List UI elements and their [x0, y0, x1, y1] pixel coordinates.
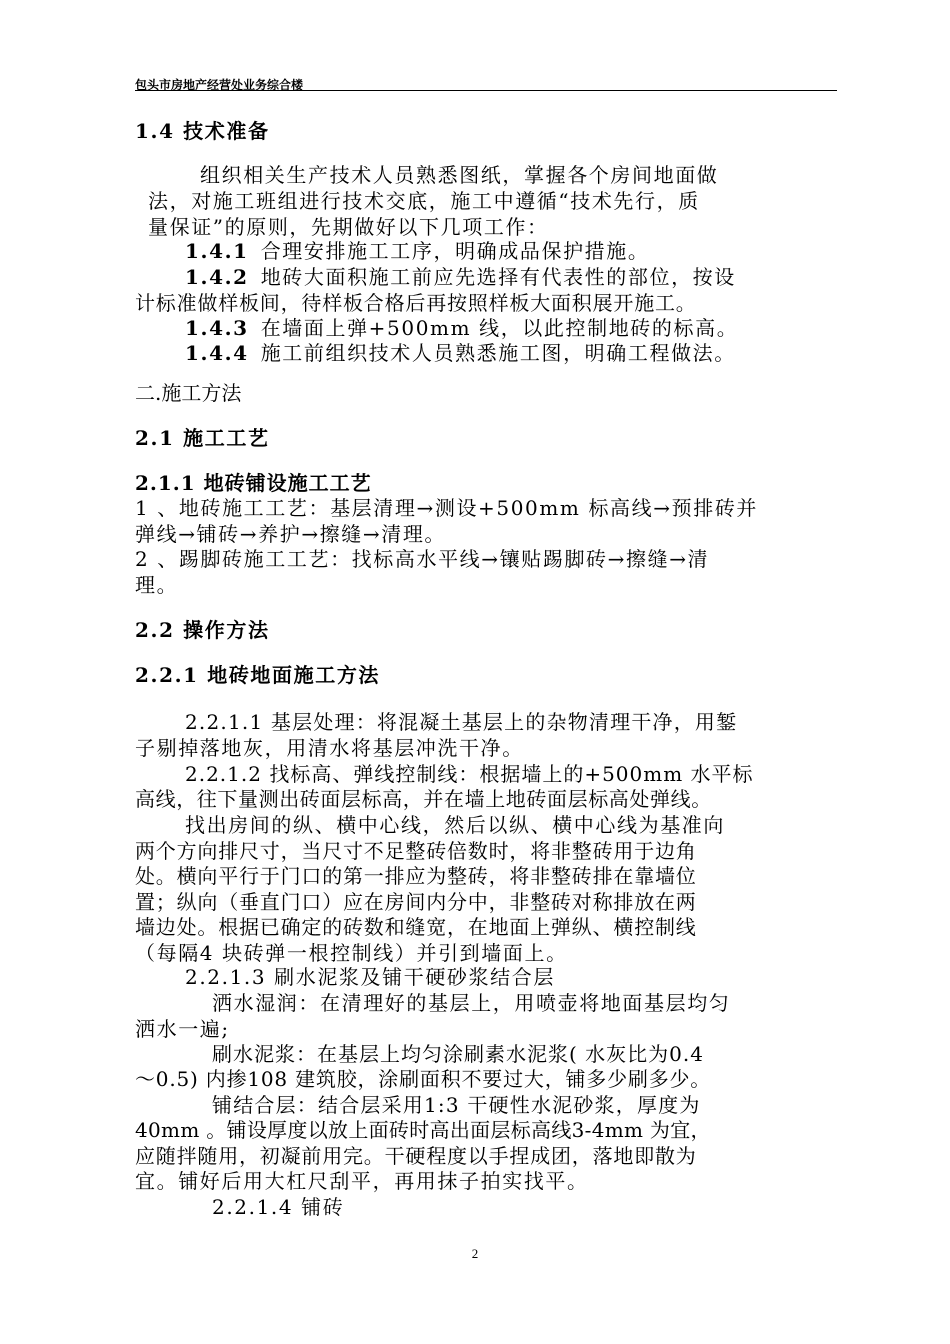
- header-rule: [135, 90, 837, 91]
- section-heading-2: 二.施工方法: [135, 381, 242, 405]
- paragraph-line: 高线，往下量测出砖面层标高，并在墙上地砖面层标高处弹线。: [135, 787, 712, 811]
- paragraph-line: 1 、地砖施工工艺：基层清理→测设+500mm 标高线→预排砖并: [135, 496, 759, 520]
- paragraph-line: 铺结合层：结合层采用1:3 干硬性水泥砂浆，厚度为: [212, 1093, 701, 1117]
- paragraph-line: 子剔掉落地灰，用清水将基层冲洗干净。: [135, 736, 524, 760]
- paragraph-line: 找出房间的纵、横中心线，然后以纵、横中心线为基准向: [185, 813, 725, 837]
- section-heading-2-1: 2.1 施工工艺: [135, 426, 270, 450]
- paragraph-line: 应随拌随用，初凝前用完。干硬程度以手捏成团，落地即散为: [135, 1144, 697, 1168]
- paragraph-line: 40mm 。铺设厚度以放上面砖时高出面层标高线3-4mm 为宜，: [135, 1118, 711, 1142]
- paragraph-line: 两个方向排尺寸，当尺寸不足整砖倍数时，将非整砖用于边角: [135, 839, 697, 863]
- paragraph-line: 墙边处。根据已确定的砖数和缝宽，在地面上弹纵、横控制线: [135, 915, 697, 939]
- paragraph-line: 量保证”的原则，先期做好以下几项工作：: [148, 215, 549, 239]
- section-heading-2-2: 2.2 操作方法: [135, 618, 270, 642]
- paragraph-line: 2 、踢脚砖施工工艺：找标高水平线→镶贴踢脚砖→擦缝→清: [135, 547, 710, 571]
- list-item-1-4-2: 1.4.2 地砖大面积施工前应先选择有代表性的部位，按设: [185, 265, 736, 289]
- running-header: 包头市房地产经营处业务综合楼: [135, 78, 304, 92]
- list-item-1-4-3: 1.4.3 在墙面上弹+500mm 线，以此控制地砖的标高。: [185, 316, 739, 340]
- paragraph-line: 置；纵向（垂直门口）应在房间内分中，非整砖对称排放在两: [135, 890, 697, 914]
- paragraph-line: 2.2.1.3 刷水泥浆及铺干硬砂浆结合层: [185, 965, 555, 989]
- paragraph-line: 计标准做样板间，待样板合格后再按照样板大面积展开施工。: [135, 291, 697, 315]
- paragraph-line: 洒水湿润：在清理好的基层上，用喷壶将地面基层均匀: [212, 991, 731, 1015]
- paragraph-line: 处。横向平行于门口的第一排应为整砖，将非整砖排在靠墙位: [135, 864, 697, 888]
- page-number: 2: [471, 1246, 479, 1261]
- subsection-heading-2-2-1: 2.2.1 地砖地面施工方法: [135, 663, 381, 687]
- paragraph-line: 2.2.1.4 铺砖: [212, 1195, 345, 1219]
- subsection-heading-2-1-1: 2.1.1 地砖铺设施工工艺: [135, 471, 372, 495]
- section-heading-1-4: 1.4 技术准备: [135, 119, 270, 143]
- paragraph-line: 法，对施工班组进行技术交底，施工中遵循“技术先行，质: [148, 189, 700, 213]
- paragraph-line: 弹线→铺砖→养护→擦缝→清理。: [135, 522, 447, 546]
- list-item-1-4-1: 1.4.1 合理安排施工工序，明确成品保护措施。: [185, 239, 650, 263]
- paragraph-line: 洒水一遍;: [135, 1017, 230, 1041]
- paragraph-line: （每隔4 块砖弹一根控制线）并引到墙面上。: [135, 941, 568, 965]
- paragraph-line: ～0.5) 内掺108 建筑胶，涂刷面积不要过大，铺多少刷多少。: [135, 1067, 712, 1091]
- list-item-1-4-4: 1.4.4 施工前组织技术人员熟悉施工图，明确工程做法。: [185, 341, 736, 365]
- paragraph-line: 宜。铺好后用大杠尺刮平，再用抹子拍实找平。: [135, 1169, 589, 1193]
- paragraph-line: 刷水泥浆：在基层上均匀涂刷素水泥浆( 水灰比为0.4: [212, 1042, 704, 1066]
- paragraph-line: 组织相关生产技术人员熟悉图纸，掌握各个房间地面做: [200, 163, 719, 187]
- paragraph-line: 2.2.1.2 找标高、弹线控制线：根据墙上的+500mm 水平标: [185, 762, 754, 786]
- paragraph-line: 2.2.1.1 基层处理：将混凝土基层上的杂物清理干净，用錾: [185, 710, 738, 734]
- paragraph-line: 理。: [135, 573, 179, 597]
